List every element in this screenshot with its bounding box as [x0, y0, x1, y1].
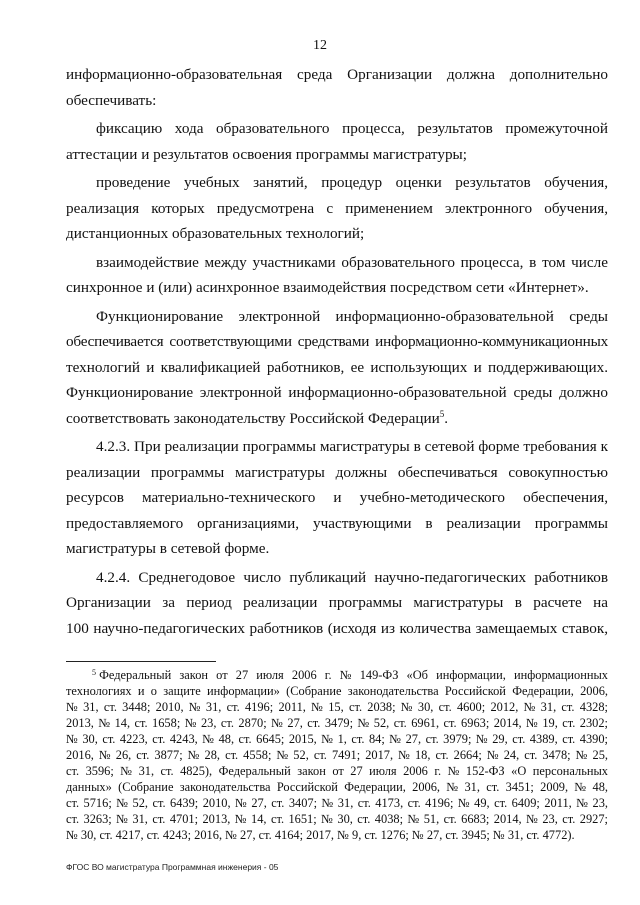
footnote-separator [66, 661, 216, 662]
text-line [66, 196, 608, 222]
text-line-content: дистанционных образовательных технологий; [66, 225, 365, 242]
text-line-content: технологий и квалификацией работников, ее использующих и поддерживающих. [66, 358, 608, 376]
footnote-line [66, 731, 608, 747]
text-line-content: 4.2.3. При реализации программы магистратуры в сетевой форме требования к [96, 438, 608, 455]
text-line [66, 116, 608, 142]
footnote-line-content: № 30, ст. 4223, ст. 4243, № 48, ст. 6645; 2015, № 1, ст. 84; № 27, ст. 3979; № 29, ст. 4389, ст. 4390; [66, 732, 608, 746]
text-line [66, 460, 608, 486]
text-line [66, 275, 608, 301]
footnote-line [66, 699, 608, 715]
text-line [66, 616, 608, 642]
text-line-content: информационно-образовательная среда Организации должна дополнительно [66, 66, 608, 83]
text-line [66, 88, 608, 114]
footnote-line-content: Федеральный закон от 27 июля 2006 г. № 149-ФЗ «Об информации, информационных [99, 668, 608, 682]
text-line-content: взаимодействие между участниками образовательного процесса, в том числе [96, 253, 608, 271]
footnote-line-content: № 31, ст. 3448; 2010, № 31, ст. 4196; 2011, № 15, ст. 2038; № 30, ст. 4600; 2012, № 31, ст. 4328; [66, 700, 608, 714]
text-line [66, 221, 608, 247]
footnote-line [66, 747, 608, 763]
text-line-content: фиксацию хода образовательного процесса, результатов промежуточной [96, 120, 608, 137]
text-line [66, 536, 608, 562]
text-line [66, 355, 608, 381]
footnote-line [66, 683, 608, 699]
text-line-content: соответствовать законодательству Российской Федерации [66, 409, 440, 427]
text-line [66, 250, 608, 276]
text-line [66, 304, 608, 330]
text-line-content: Функционирование электронной информационно-образовательной среды [96, 307, 608, 325]
body-text [66, 62, 608, 641]
text-line-content: предоставляемого организациями, участвующими в реализации программы [66, 514, 608, 532]
text-line-content: Организации за период реализации программы магистратуры в расчете на [66, 594, 608, 611]
footnote-line-content: данных» (Собрание законодательства Российской Федерации, 2006, № 31, ст. 3451; 2009, № 48, [66, 780, 608, 794]
text-line [66, 511, 608, 537]
footnote-marker: 5 [92, 668, 96, 677]
footnote-line-content: технологиях и о защите информации» (Собрание законодательства Российской Федерации, 2006, [66, 684, 608, 698]
text-line [66, 434, 608, 460]
text-line-content: обеспечивается соответствующими средствами информационно-коммуникационных [66, 333, 608, 350]
text-line-content: 100 научно-педагогических работников (исходя из количества замещаемых ставок, [66, 619, 608, 637]
text-line [66, 170, 608, 196]
text-line [66, 565, 608, 591]
footnote-line-content: № 30, ст. 4217, ст. 4243; 2016, № 27, ст. 4164; 2017, № 9, ст. 1276; № 27, ст. 3945; № 31, ст. 4772). [66, 828, 575, 842]
footnote-line [66, 811, 608, 827]
text-line-content: аттестации и результатов освоения программы магистратуры; [66, 145, 467, 163]
footnote-line-content: ст. 5716; № 52, ст. 6439; 2010, № 27, ст. 3407; № 31, ст. 4173, ст. 4196; № 49, ст. 6409; 2011, № 23, [66, 796, 608, 810]
footnote-line-content: ст. 3263; № 31, ст. 4701; 2013, № 14, ст. 1651; № 30, ст. 4038; № 51, ст. 6683; 2014, № 23, ст. 2927; [66, 812, 608, 826]
footnote-line [66, 827, 608, 843]
text-line-content: 4.2.4. Среднегодовое число публикаций научно-педагогических работников [96, 568, 608, 586]
footnote-line-content: 2013, № 14, ст. 1658; № 23, ст. 2870; № 27, ст. 3479; № 52, ст. 6961, ст. 6963; 2014, № 19, ст. 2302; [66, 716, 608, 730]
footnote-line [66, 795, 608, 811]
text-line-tail: . [444, 409, 448, 427]
footnote-line [66, 667, 608, 683]
text-line [66, 485, 608, 511]
text-line-content: магистратуры в сетевой форме. [66, 540, 270, 557]
text-line [66, 142, 608, 168]
text-line-content: проведение учебных занятий, процедур оценки результатов обучения, [96, 174, 608, 191]
footnote-line [66, 715, 608, 731]
footnote [66, 667, 608, 843]
text-line-content: Функционирование электронной информационно-образовательной среды должно [66, 384, 608, 401]
footnote-line [66, 763, 608, 779]
text-line-content: ресурсов материально-технического и учебно-методического обеспечения, [66, 489, 608, 506]
text-line-content: обеспечивать: [66, 91, 157, 109]
footnote-reference: 5 [439, 408, 445, 419]
text-line [66, 62, 608, 88]
text-line [66, 380, 608, 406]
footnote-line [66, 779, 608, 795]
text-line [66, 406, 608, 432]
page-footer: ФГОС ВО магистратура Программная инженерия - 05 [66, 862, 279, 872]
text-line-content: синхронное и (или) асинхронное взаимодействия посредством сети «Интернет». [66, 279, 589, 296]
footnote-line-content: 2016, № 26, ст. 3877; № 28, ст. 4558; № 52, ст. 7491; 2017, № 18, ст. 2664; № 24, ст. 3478; № 25, [66, 748, 608, 762]
text-line [66, 329, 608, 355]
text-line [66, 590, 608, 616]
text-line-content: реализация которых предусмотрена с применением электронного обучения, [66, 199, 608, 217]
text-line-content: реализации программы магистратуры должны обеспечиваться совокупностью [66, 463, 608, 481]
page-number: 12 [313, 38, 327, 53]
footnote-line-content: ст. 3596; № 31, ст. 4825), Федеральный закон от 27 июля 2006 г. № 152-ФЗ «О персональных [66, 764, 608, 778]
